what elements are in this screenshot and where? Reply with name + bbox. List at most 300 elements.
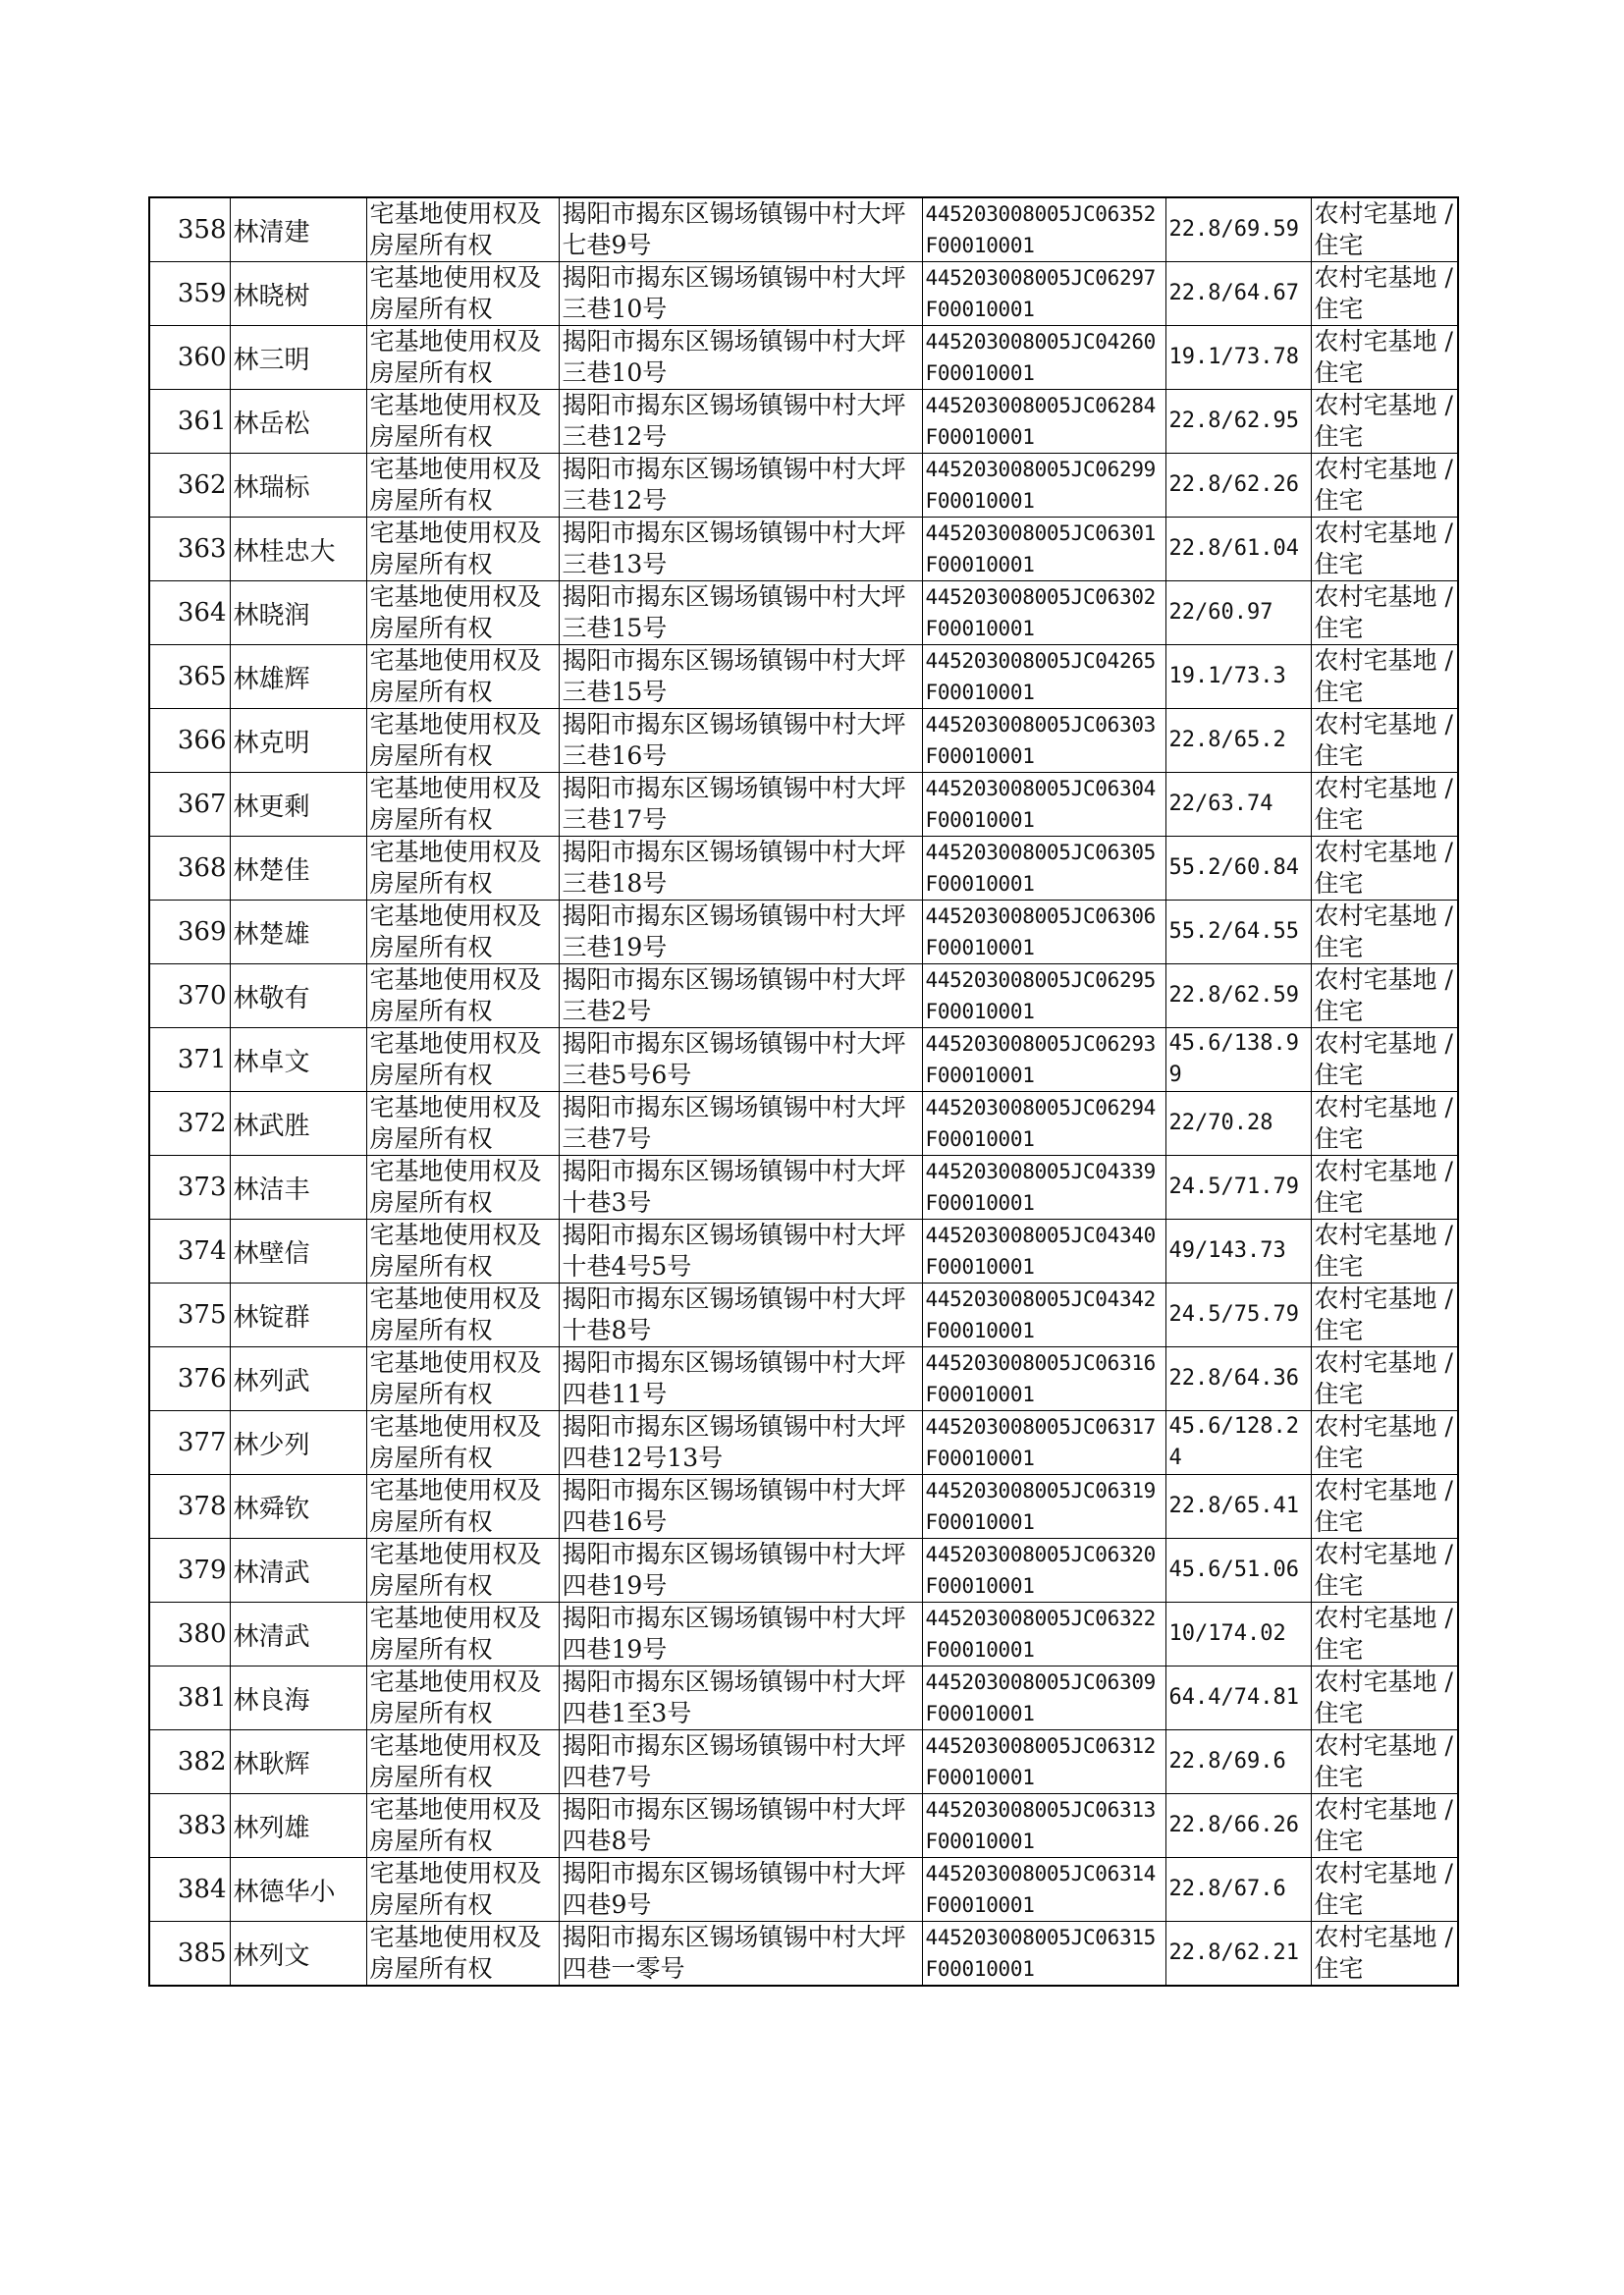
area-value: 22.8/62.95	[1168, 409, 1299, 433]
area-value: 45.6/128.24	[1168, 1414, 1299, 1470]
area-value-cell	[1165, 964, 1311, 1028]
area-value-cell	[1165, 773, 1311, 837]
owner-name-cell: 林楚佳	[230, 837, 366, 901]
right-type: 宅基地使用权及房屋所有权	[369, 1412, 542, 1472]
property-address: 揭阳市揭东区锡场镇锡中村大坪三巷10号	[562, 263, 906, 323]
table-row	[149, 454, 1458, 518]
owner-name-cell: 林舜钦	[230, 1475, 366, 1539]
area-value: 22/60.97	[1168, 600, 1273, 625]
right-type-cell	[366, 1475, 559, 1539]
right-type: 宅基地使用权及房屋所有权	[369, 1859, 542, 1919]
row-number-cell: 363	[149, 518, 230, 581]
right-type-cell	[366, 1858, 559, 1922]
usage-type: 农村宅基地 / 住宅	[1314, 263, 1453, 323]
property-address: 揭阳市揭东区锡场镇锡中村大坪四巷1至3号	[562, 1667, 906, 1727]
area-value-cell	[1165, 1284, 1311, 1347]
unit-code-cell	[922, 1156, 1165, 1220]
area-value-cell	[1165, 454, 1311, 518]
property-address-cell	[559, 901, 922, 964]
right-type-cell	[366, 1539, 559, 1603]
row-number-cell: 358	[149, 197, 230, 262]
unit-code: 445203008005JC04339F00010001	[925, 1160, 1157, 1215]
usage-type: 农村宅基地 / 住宅	[1314, 1540, 1453, 1600]
property-address: 揭阳市揭东区锡场镇锡中村大坪三巷12号	[562, 455, 906, 515]
row-number-cell: 371	[149, 1028, 230, 1092]
right-type-cell	[366, 709, 559, 773]
right-type-cell	[366, 1922, 559, 1987]
unit-code: 445203008005JC06315F00010001	[925, 1926, 1157, 1981]
area-value-cell	[1165, 262, 1311, 326]
area-value: 22.8/62.26	[1168, 472, 1299, 497]
usage-type: 农村宅基地 / 住宅	[1314, 1348, 1453, 1408]
table-row	[149, 518, 1458, 581]
unit-code: 445203008005JC06299F00010001	[925, 458, 1157, 513]
owner-name-cell: 林洁丰	[230, 1156, 366, 1220]
right-type-cell	[366, 773, 559, 837]
area-value: 55.2/60.84	[1168, 855, 1299, 880]
table-row	[149, 1475, 1458, 1539]
unit-code-cell	[922, 1092, 1165, 1156]
property-address-cell	[559, 1667, 922, 1730]
right-type: 宅基地使用权及房屋所有权	[369, 1029, 542, 1089]
row-number-cell: 381	[149, 1667, 230, 1730]
usage-type: 农村宅基地 / 住宅	[1314, 1284, 1453, 1344]
owner-name-cell: 林清建	[230, 197, 366, 262]
unit-code-cell	[922, 1347, 1165, 1411]
property-address: 揭阳市揭东区锡场镇锡中村大坪三巷16号	[562, 710, 906, 770]
right-type-cell	[366, 1730, 559, 1794]
property-address-cell	[559, 326, 922, 390]
area-value-cell	[1165, 581, 1311, 645]
usage-type: 农村宅基地 / 住宅	[1314, 1859, 1453, 1919]
right-type-cell	[366, 1794, 559, 1858]
right-type-cell	[366, 518, 559, 581]
property-address-cell	[559, 1284, 922, 1347]
area-value-cell	[1165, 1411, 1311, 1475]
right-type: 宅基地使用权及房屋所有权	[369, 774, 542, 834]
row-number-cell: 367	[149, 773, 230, 837]
area-value: 19.1/73.78	[1168, 345, 1299, 369]
owner-name-cell: 林卓文	[230, 1028, 366, 1092]
property-address-cell	[559, 1730, 922, 1794]
usage-type-cell	[1311, 1220, 1458, 1284]
usage-type-cell	[1311, 1667, 1458, 1730]
area-value: 22.8/62.59	[1168, 983, 1299, 1008]
unit-code-cell	[922, 1667, 1165, 1730]
unit-code-cell	[922, 262, 1165, 326]
row-number-cell: 379	[149, 1539, 230, 1603]
usage-type-cell	[1311, 1156, 1458, 1220]
usage-type-cell	[1311, 1730, 1458, 1794]
table-row	[149, 1667, 1458, 1730]
table-row	[149, 1730, 1458, 1794]
usage-type-cell	[1311, 1284, 1458, 1347]
unit-code-cell	[922, 1922, 1165, 1987]
unit-code: 445203008005JC06294F00010001	[925, 1096, 1157, 1151]
usage-type-cell	[1311, 901, 1458, 964]
right-type: 宅基地使用权及房屋所有权	[369, 1284, 542, 1344]
unit-code-cell	[922, 837, 1165, 901]
unit-code: 445203008005JC06284F00010001	[925, 394, 1157, 449]
property-address-cell	[559, 454, 922, 518]
unit-code-cell	[922, 964, 1165, 1028]
area-value-cell	[1165, 645, 1311, 709]
property-address: 揭阳市揭东区锡场镇锡中村大坪十巷8号	[562, 1284, 906, 1344]
right-type-cell	[366, 1220, 559, 1284]
usage-type: 农村宅基地 / 住宅	[1314, 902, 1453, 961]
right-type-cell	[366, 581, 559, 645]
right-type-cell	[366, 901, 559, 964]
property-address: 揭阳市揭东区锡场镇锡中村大坪三巷19号	[562, 902, 906, 961]
right-type-cell	[366, 197, 559, 262]
right-type-cell	[366, 454, 559, 518]
area-value: 22.8/66.26	[1168, 1813, 1299, 1837]
area-value: 45.6/138.99	[1168, 1031, 1299, 1087]
owner-name-cell: 林耿辉	[230, 1730, 366, 1794]
area-value-cell	[1165, 197, 1311, 262]
area-value-cell	[1165, 1730, 1311, 1794]
usage-type: 农村宅基地 / 住宅	[1314, 582, 1453, 642]
area-value-cell	[1165, 1539, 1311, 1603]
unit-code-cell	[922, 518, 1165, 581]
area-value-cell	[1165, 518, 1311, 581]
unit-code: 445203008005JC06293F00010001	[925, 1032, 1157, 1087]
property-address: 揭阳市揭东区锡场镇锡中村大坪三巷7号	[562, 1093, 906, 1153]
usage-type-cell	[1311, 581, 1458, 645]
table-row	[149, 197, 1458, 262]
usage-type: 农村宅基地 / 住宅	[1314, 646, 1453, 706]
area-value-cell	[1165, 1922, 1311, 1987]
area-value: 64.4/74.81	[1168, 1685, 1299, 1710]
unit-code: 445203008005JC06297F00010001	[925, 266, 1157, 321]
area-value-cell	[1165, 1220, 1311, 1284]
property-address-cell	[559, 645, 922, 709]
right-type-cell	[366, 1347, 559, 1411]
right-type: 宅基地使用权及房屋所有权	[369, 710, 542, 770]
usage-type-cell	[1311, 454, 1458, 518]
table-row	[149, 1156, 1458, 1220]
right-type: 宅基地使用权及房屋所有权	[369, 1221, 542, 1281]
area-value-cell	[1165, 837, 1311, 901]
usage-type-cell	[1311, 197, 1458, 262]
usage-type: 农村宅基地 / 住宅	[1314, 1667, 1453, 1727]
area-value: 49/143.73	[1168, 1238, 1286, 1263]
usage-type: 农村宅基地 / 住宅	[1314, 1731, 1453, 1791]
table-row	[149, 1794, 1458, 1858]
row-number-cell: 373	[149, 1156, 230, 1220]
area-value-cell	[1165, 1347, 1311, 1411]
right-type: 宅基地使用权及房屋所有权	[369, 455, 542, 515]
unit-code: 445203008005JC04340F00010001	[925, 1224, 1157, 1279]
property-address-cell	[559, 773, 922, 837]
unit-code-cell	[922, 645, 1165, 709]
area-value-cell	[1165, 1156, 1311, 1220]
property-address: 揭阳市揭东区锡场镇锡中村大坪三巷2号	[562, 965, 906, 1025]
area-value: 22.8/69.6	[1168, 1749, 1286, 1774]
usage-type: 农村宅基地 / 住宅	[1314, 1923, 1453, 1983]
usage-type: 农村宅基地 / 住宅	[1314, 1157, 1453, 1217]
usage-type-cell	[1311, 326, 1458, 390]
owner-name-cell: 林武胜	[230, 1092, 366, 1156]
unit-code: 445203008005JC06312F00010001	[925, 1734, 1157, 1789]
unit-code-cell	[922, 1475, 1165, 1539]
owner-name-cell: 林少列	[230, 1411, 366, 1475]
property-address-cell	[559, 1603, 922, 1667]
usage-type: 农村宅基地 / 住宅	[1314, 1029, 1453, 1089]
unit-code-cell	[922, 1539, 1165, 1603]
area-value-cell	[1165, 709, 1311, 773]
area-value: 45.6/51.06	[1168, 1557, 1299, 1582]
unit-code-cell	[922, 197, 1165, 262]
right-type-cell	[366, 645, 559, 709]
right-type: 宅基地使用权及房屋所有权	[369, 1795, 542, 1855]
usage-type-cell	[1311, 709, 1458, 773]
row-number-cell: 365	[149, 645, 230, 709]
unit-code: 445203008005JC06302F00010001	[925, 585, 1157, 640]
property-address-cell	[559, 1092, 922, 1156]
row-number-cell: 383	[149, 1794, 230, 1858]
unit-code-cell	[922, 1411, 1165, 1475]
row-number-cell: 372	[149, 1092, 230, 1156]
usage-type-cell	[1311, 964, 1458, 1028]
right-type: 宅基地使用权及房屋所有权	[369, 1667, 542, 1727]
table-row	[149, 645, 1458, 709]
area-value-cell	[1165, 1028, 1311, 1092]
usage-type-cell	[1311, 1794, 1458, 1858]
property-address: 揭阳市揭东区锡场镇锡中村大坪四巷12号13号	[562, 1412, 906, 1472]
right-type: 宅基地使用权及房屋所有权	[369, 1476, 542, 1536]
area-value-cell	[1165, 1794, 1311, 1858]
owner-name-cell: 林雄辉	[230, 645, 366, 709]
area-value: 22.8/64.36	[1168, 1366, 1299, 1391]
right-type: 宅基地使用权及房屋所有权	[369, 391, 542, 451]
owner-name-cell: 林三明	[230, 326, 366, 390]
area-value-cell	[1165, 390, 1311, 454]
usage-type-cell	[1311, 1539, 1458, 1603]
unit-code: 445203008005JC06313F00010001	[925, 1798, 1157, 1853]
area-value-cell	[1165, 1475, 1311, 1539]
row-number-cell: 384	[149, 1858, 230, 1922]
unit-code-cell	[922, 1284, 1165, 1347]
property-address-cell	[559, 1922, 922, 1987]
owner-name-cell: 林瑞标	[230, 454, 366, 518]
unit-code: 445203008005JC06309F00010001	[925, 1670, 1157, 1725]
property-address: 揭阳市揭东区锡场镇锡中村大坪三巷17号	[562, 774, 906, 834]
right-type-cell	[366, 326, 559, 390]
unit-code: 445203008005JC06303F00010001	[925, 713, 1157, 768]
owner-name-cell: 林德华小	[230, 1858, 366, 1922]
unit-code: 445203008005JC06314F00010001	[925, 1862, 1157, 1917]
area-value-cell	[1165, 1603, 1311, 1667]
row-number-cell: 375	[149, 1284, 230, 1347]
unit-code: 445203008005JC06306F00010001	[925, 904, 1157, 959]
right-type-cell	[366, 1284, 559, 1347]
property-address: 揭阳市揭东区锡场镇锡中村大坪三巷13号	[562, 519, 906, 578]
unit-code-cell	[922, 1858, 1165, 1922]
property-address-cell	[559, 1858, 922, 1922]
owner-name-cell: 林列雄	[230, 1794, 366, 1858]
row-number-cell: 364	[149, 581, 230, 645]
right-type: 宅基地使用权及房屋所有权	[369, 646, 542, 706]
table-row	[149, 326, 1458, 390]
unit-code: 445203008005JC06304F00010001	[925, 777, 1157, 832]
area-value: 10/174.02	[1168, 1621, 1286, 1646]
property-address: 揭阳市揭东区锡场镇锡中村大坪四巷19号	[562, 1540, 906, 1600]
unit-code-cell	[922, 1220, 1165, 1284]
area-value: 22/70.28	[1168, 1111, 1273, 1135]
owner-name-cell: 林克明	[230, 709, 366, 773]
unit-code-cell	[922, 454, 1165, 518]
unit-code: 445203008005JC06305F00010001	[925, 841, 1157, 896]
unit-code-cell	[922, 1730, 1165, 1794]
right-type: 宅基地使用权及房屋所有权	[369, 1604, 542, 1664]
right-type: 宅基地使用权及房屋所有权	[369, 1731, 542, 1791]
unit-code-cell	[922, 326, 1165, 390]
area-value: 22.8/65.2	[1168, 728, 1286, 752]
property-address: 揭阳市揭东区锡场镇锡中村大坪三巷15号	[562, 582, 906, 642]
right-type: 宅基地使用权及房屋所有权	[369, 965, 542, 1025]
right-type: 宅基地使用权及房屋所有权	[369, 327, 542, 387]
usage-type: 农村宅基地 / 住宅	[1314, 838, 1453, 898]
owner-name-cell: 林岳松	[230, 390, 366, 454]
property-address-cell	[559, 837, 922, 901]
property-address-cell	[559, 1794, 922, 1858]
usage-type-cell	[1311, 645, 1458, 709]
owner-name-cell: 林楚雄	[230, 901, 366, 964]
right-type: 宅基地使用权及房屋所有权	[369, 1923, 542, 1983]
table-row	[149, 1028, 1458, 1092]
property-address: 揭阳市揭东区锡场镇锡中村大坪四巷11号	[562, 1348, 906, 1408]
area-value: 55.2/64.55	[1168, 919, 1299, 944]
table-row	[149, 390, 1458, 454]
table-row	[149, 773, 1458, 837]
area-value: 22.8/62.21	[1168, 1940, 1299, 1965]
property-address: 揭阳市揭东区锡场镇锡中村大坪三巷18号	[562, 838, 906, 898]
property-address-cell	[559, 964, 922, 1028]
usage-type: 农村宅基地 / 住宅	[1314, 455, 1453, 515]
row-number-cell: 370	[149, 964, 230, 1028]
right-type-cell	[366, 262, 559, 326]
table-row	[149, 709, 1458, 773]
usage-type: 农村宅基地 / 住宅	[1314, 1604, 1453, 1664]
usage-type-cell	[1311, 1858, 1458, 1922]
table-row	[149, 964, 1458, 1028]
usage-type: 农村宅基地 / 住宅	[1314, 391, 1453, 451]
right-type: 宅基地使用权及房屋所有权	[369, 1157, 542, 1217]
area-value: 24.5/75.79	[1168, 1302, 1299, 1327]
usage-type: 农村宅基地 / 住宅	[1314, 519, 1453, 578]
right-type: 宅基地使用权及房屋所有权	[369, 1093, 542, 1153]
table-row	[149, 1411, 1458, 1475]
row-number-cell: 377	[149, 1411, 230, 1475]
row-number-cell: 359	[149, 262, 230, 326]
property-address-cell	[559, 709, 922, 773]
usage-type-cell	[1311, 1603, 1458, 1667]
owner-name-cell: 林列文	[230, 1922, 366, 1987]
unit-code: 445203008005JC06295F00010001	[925, 968, 1157, 1023]
unit-code: 445203008005JC04265F00010001	[925, 649, 1157, 704]
property-address: 揭阳市揭东区锡场镇锡中村大坪三巷5号6号	[562, 1029, 906, 1089]
row-number-cell: 362	[149, 454, 230, 518]
unit-code-cell	[922, 390, 1165, 454]
property-address: 揭阳市揭东区锡场镇锡中村大坪四巷9号	[562, 1859, 906, 1919]
area-value: 19.1/73.3	[1168, 664, 1286, 688]
property-address: 揭阳市揭东区锡场镇锡中村大坪十巷3号	[562, 1157, 906, 1217]
property-address-cell	[559, 262, 922, 326]
area-value: 22.8/64.67	[1168, 281, 1299, 305]
table-row	[149, 1347, 1458, 1411]
table-row	[149, 581, 1458, 645]
area-value-cell	[1165, 1858, 1311, 1922]
usage-type-cell	[1311, 1347, 1458, 1411]
right-type-cell	[366, 964, 559, 1028]
unit-code-cell	[922, 773, 1165, 837]
unit-code-cell	[922, 1603, 1165, 1667]
usage-type-cell	[1311, 1092, 1458, 1156]
area-value: 24.5/71.79	[1168, 1175, 1299, 1199]
property-address: 揭阳市揭东区锡场镇锡中村大坪四巷7号	[562, 1731, 906, 1791]
owner-name-cell: 林桂忠大	[230, 518, 366, 581]
area-value-cell	[1165, 1092, 1311, 1156]
property-address: 揭阳市揭东区锡场镇锡中村大坪三巷12号	[562, 391, 906, 451]
right-type-cell	[366, 390, 559, 454]
usage-type: 农村宅基地 / 住宅	[1314, 965, 1453, 1025]
unit-code: 445203008005JC04260F00010001	[925, 330, 1157, 385]
usage-type-cell	[1311, 773, 1458, 837]
property-address-cell	[559, 581, 922, 645]
table-row	[149, 837, 1458, 901]
property-address-cell	[559, 518, 922, 581]
unit-code: 445203008005JC06317F00010001	[925, 1415, 1157, 1470]
area-value-cell	[1165, 1667, 1311, 1730]
table-row	[149, 1539, 1458, 1603]
right-type: 宅基地使用权及房屋所有权	[369, 263, 542, 323]
unit-code-cell	[922, 581, 1165, 645]
property-address: 揭阳市揭东区锡场镇锡中村大坪十巷4号5号	[562, 1221, 906, 1281]
unit-code-cell	[922, 901, 1165, 964]
area-value: 22.8/61.04	[1168, 536, 1299, 561]
owner-name-cell: 林壁信	[230, 1220, 366, 1284]
table-row	[149, 262, 1458, 326]
area-value: 22.8/69.59	[1168, 217, 1299, 242]
unit-code-cell	[922, 1028, 1165, 1092]
row-number-cell: 385	[149, 1922, 230, 1987]
right-type: 宅基地使用权及房屋所有权	[369, 902, 542, 961]
unit-code-cell	[922, 709, 1165, 773]
usage-type-cell	[1311, 1922, 1458, 1987]
right-type-cell	[366, 1156, 559, 1220]
table-row	[149, 1922, 1458, 1987]
row-number-cell: 376	[149, 1347, 230, 1411]
property-address: 揭阳市揭东区锡场镇锡中村大坪七巷9号	[562, 199, 906, 259]
property-address-cell	[559, 1539, 922, 1603]
property-address-cell	[559, 1475, 922, 1539]
property-address: 揭阳市揭东区锡场镇锡中村大坪三巷15号	[562, 646, 906, 706]
right-type: 宅基地使用权及房屋所有权	[369, 838, 542, 898]
owner-name-cell: 林锭群	[230, 1284, 366, 1347]
usage-type: 农村宅基地 / 住宅	[1314, 1795, 1453, 1855]
unit-code: 445203008005JC06316F00010001	[925, 1351, 1157, 1406]
unit-code: 445203008005JC06320F00010001	[925, 1543, 1157, 1598]
usage-type: 农村宅基地 / 住宅	[1314, 199, 1453, 259]
area-value: 22.8/65.41	[1168, 1494, 1299, 1518]
property-address-cell	[559, 197, 922, 262]
property-address: 揭阳市揭东区锡场镇锡中村大坪四巷19号	[562, 1604, 906, 1664]
row-number-cell: 369	[149, 901, 230, 964]
owner-name-cell: 林清武	[230, 1603, 366, 1667]
registry-table-body	[149, 197, 1458, 1986]
owner-name-cell: 林更剩	[230, 773, 366, 837]
